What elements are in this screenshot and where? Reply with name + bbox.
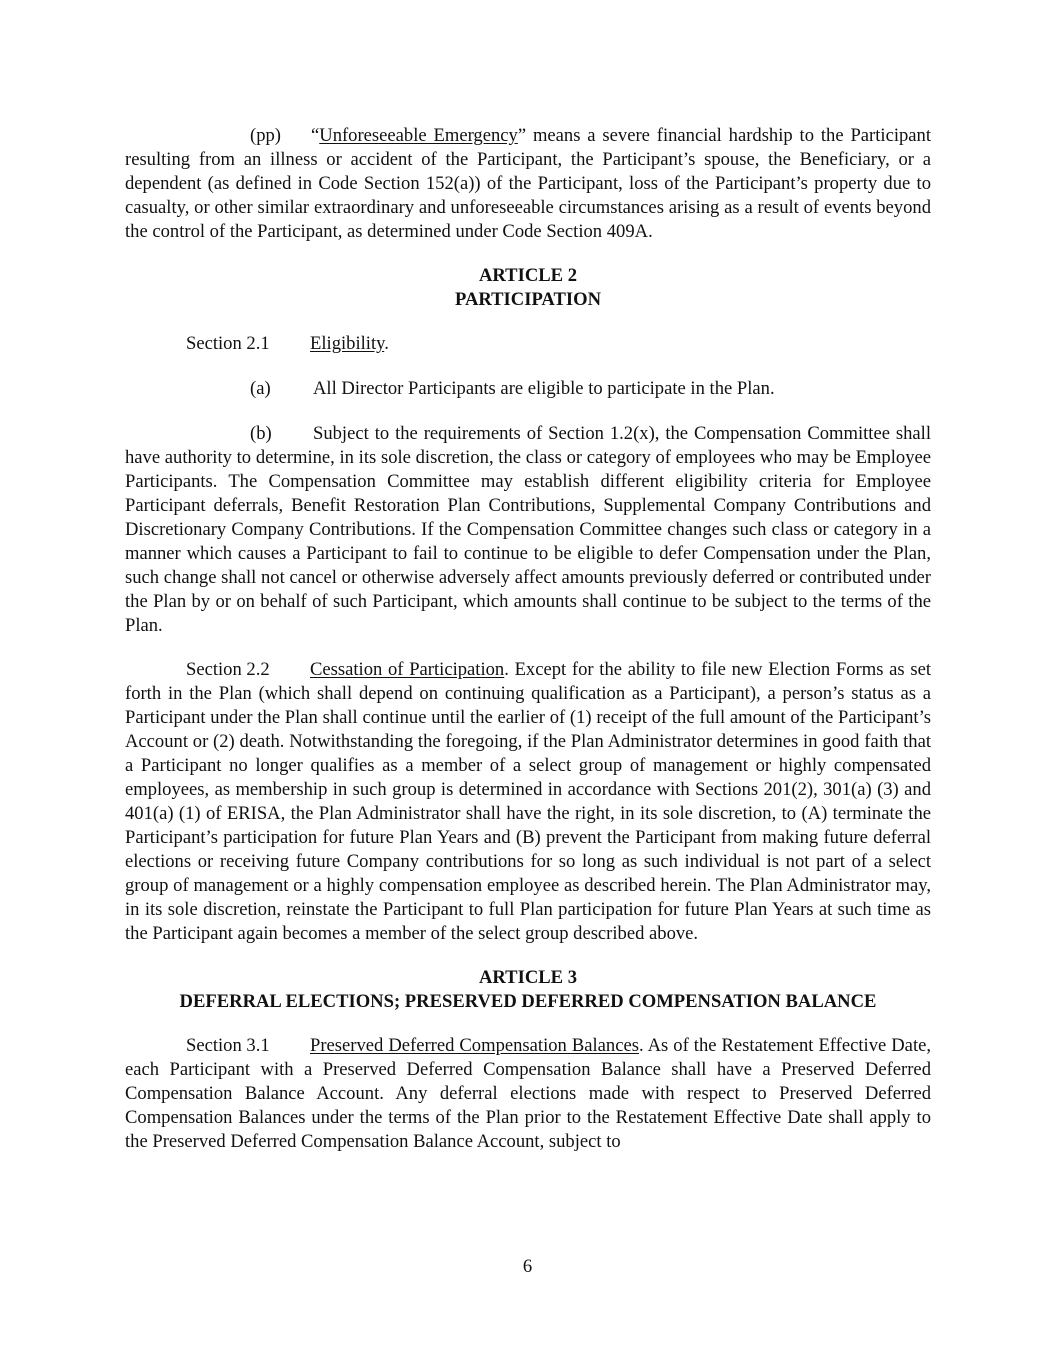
section-2-1-b xyxy=(125,422,931,638)
section-3-1 xyxy=(125,1034,931,1154)
page-number: 6 xyxy=(522,1256,533,1277)
clause-label: (a) xyxy=(250,378,271,399)
document-page xyxy=(125,124,931,1154)
article-3-number: ARTICLE 3 xyxy=(478,967,578,988)
section-body: . As of the Restatement Effective Date, each Participant with a Preserved Deferred Compensation Balance shall have a Preserved Deferred Compensation Balance Account. Any deferral elections made with respect to Preserved Deferred Compensation Balances under the terms of the Plan prior to the Restatement Effective Date shall apply to the Preserved Deferred Compensation Balance Account, subject to xyxy=(125,1035,932,1152)
section-2-1-a xyxy=(125,377,931,401)
section-body: . Except for the ability to file new Election Forms as set forth in the Plan (which shall depend on continuing qualification as a Participant), a person’s status as a Participant under the Plan shall continue until the earlier of (1) receipt of the full amount of the Participant’s Account or (2) death. Notwithstanding the foregoing, if the Plan Administrator determines in good faith that a Participant no longer qualifies as a member of a select group of management or highly compensated employees, as membership in such group is determined in accordance with Sections 201(2), 301(a) (3) and 401(a) (1) of ERISA, the Plan Administrator shall have the right, in its sole discretion, to (A) terminate the Participant’s participation for future Plan Years and (B) prevent the Participant from making future deferral elections or receiving future Company contributions for so long as such individual is not part of a select group of management or a highly compensation employee as described herein. The Plan Administrator may, in its sole discretion, reinstate the Participant to full Plan participation for future Plan Years at such time as the Participant again becomes a member of the select group described above. xyxy=(125,659,931,944)
section-2-2 xyxy=(125,658,931,946)
section-label: Section 3.1 xyxy=(186,1035,270,1056)
section-label: Section 2.2 xyxy=(186,659,270,680)
clause-text: Subject to the requirements of Section 1.2(x), the Compensation Committee shall have authority to determine, in its sole discretion, the class or category of employees who may be Employee Participants. The Compensation Committee may establish different eligibility criteria for Employee Participant deferrals, Benefit Restoration Plan Contributions, Supplemental Company Contributions and Discretionary Company Contributions. If the Compensation Committee changes such class or category in a manner which causes a Participant to fail to continue to be eligible to defer Compensation under the Plan, such change shall not cancel or otherwise adversely affect amounts previously deferred or contributed under the Plan by or on behalf of such Participant, which amounts shall continue to be subject to the terms of the Plan. xyxy=(125,423,931,636)
definition-unforeseeable-emergency xyxy=(125,124,931,244)
section-title: Preserved Deferred Compensation Balances xyxy=(310,1035,639,1056)
definition-label: (pp) xyxy=(250,125,281,146)
article-2-number: ARTICLE 2 xyxy=(478,265,578,286)
section-title: Eligibility xyxy=(310,333,385,354)
section-title-suffix: . xyxy=(384,333,389,354)
clause-text: All Director Participants are eligible to participate in the Plan. xyxy=(313,378,775,399)
article-2-title: PARTICIPATION xyxy=(454,289,602,310)
definition-body: ” means a severe financial hardship to the Participant resulting from an illness or accident of the Participant, the Participant’s spouse, the Beneficiary, or a dependent (as defined in Code Section 152(a)) of the Participant, loss of the Participant’s property due to casualty, or other similar extraordinary and unforeseeable circumstances arising as a result of events beyond the control of the Participant, as determined under Code Section 409A. xyxy=(125,125,932,242)
open-quote: “ xyxy=(311,125,320,146)
defined-term: Unforeseeable Emergency xyxy=(319,125,518,146)
article-3-title: DEFERRAL ELECTIONS; PRESERVED DEFERRED COMPENSATION BALANCE xyxy=(179,991,877,1012)
section-title: Cessation of Participation xyxy=(310,659,505,680)
section-2-1-heading xyxy=(125,332,931,356)
clause-label: (b) xyxy=(250,423,272,444)
section-label: Section 2.1 xyxy=(186,333,270,354)
